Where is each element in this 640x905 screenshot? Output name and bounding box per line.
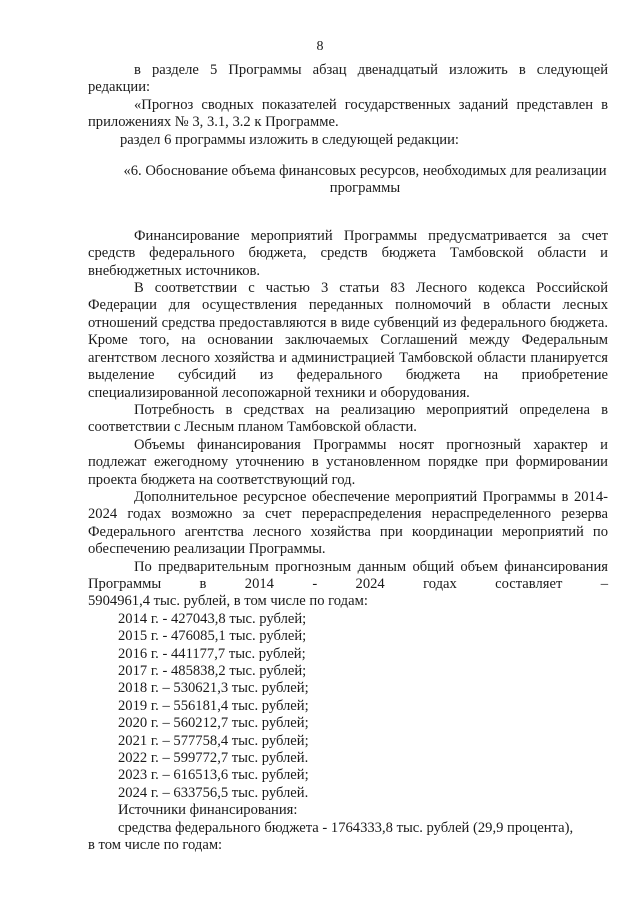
year-item: 2024 г. – 633756,5 тыс. рублей. [118, 784, 309, 801]
year-list [88, 611, 608, 802]
sources-federal-cont: в том числе по годам: [88, 837, 223, 854]
document-body [88, 62, 608, 854]
sources-federal: средства федерального бюджета - 1764333,8 тыс. рублей (29,9 процента), [118, 819, 574, 836]
paragraph: Объемы финансирования Программы носят прогнозный характер и подлежат ежегодному уточнению в установленном порядке при формировании проекта бюджета на соответствующий год. [88, 436, 608, 488]
intro-line-2: раздел 6 программы изложить в следующей редакции: [120, 131, 459, 148]
year-item: 2023 г. – 616513,6 тыс. рублей; [118, 767, 309, 784]
paragraph: Потребность в средствах на реализацию мероприятий определена в соответствии с Лесным планом Тамбовской области. [88, 401, 608, 436]
section-title: «6. Обоснование объема финансовых ресурсов, необходимых для реализации программы [123, 163, 607, 197]
paragraph: Дополнительное ресурсное обеспечение мероприятий Программы в 2014-2024 годах возможно за счет перераспределения нераспределенного резерва Федерального агентства лесного хозяйства при координации мероприятий по обеспечению реализации Программы. [88, 488, 608, 558]
year-item: 2020 г. – 560212,7 тыс. рублей; [118, 715, 309, 732]
year-item: 2018 г. – 530621,3 тыс. рублей; [118, 680, 309, 697]
year-item: 2016 г. - 441177,7 тыс. рублей; [118, 645, 306, 662]
paragraph: В соответствии с частью 3 статьи 83 Лесного кодекса Российской Федерации для осуществления переданных полномочий в области лесных отношений средства предоставляются в виде субвенций из федерального бюджета. Кроме того, на основании заключаемых Соглашений между Федеральным агентством лесного хозяйства и администрацией Тамбовской области планируется выделение субсидий из федерального бюджета на приобретение специализированной лесопожарной техники и оборудования. [88, 280, 608, 401]
year-item: 2015 г. - 476085,1 тыс. рублей; [118, 628, 307, 645]
year-item: 2019 г. – 556181,4 тыс. рублей; [118, 697, 309, 714]
paragraph: Финансирование мероприятий Программы предусматривается за счет средств федерального бюджета, средств бюджета Тамбовской области и внебюджетных источников. [88, 227, 608, 279]
total-line-1: По предварительным прогнозным данным общий объем финансирования Программы в 2014 - 2024 годах составляет – [88, 558, 608, 592]
total-line-2: 5904961,4 тыс. рублей, в том числе по годам: [88, 593, 368, 610]
intro-line-1: в разделе 5 Программы абзац двенадцатый изложить в следующей редакции: [88, 62, 608, 96]
page-number: 8 [316, 39, 324, 54]
year-item: 2017 г. - 485838,2 тыс. рублей; [118, 663, 307, 679]
sources-heading: Источники финансирования: [118, 802, 298, 819]
year-item: 2022 г. – 599772,7 тыс. рублей. [118, 750, 309, 767]
year-item: 2014 г. - 427043,8 тыс. рублей; [118, 610, 307, 627]
year-item: 2021 г. – 577758,4 тыс. рублей; [118, 732, 309, 749]
intro-quote: «Прогноз сводных показателей государственных заданий представлен в приложениях № 3, 3.1, 3.2 к Программе. [88, 96, 608, 131]
